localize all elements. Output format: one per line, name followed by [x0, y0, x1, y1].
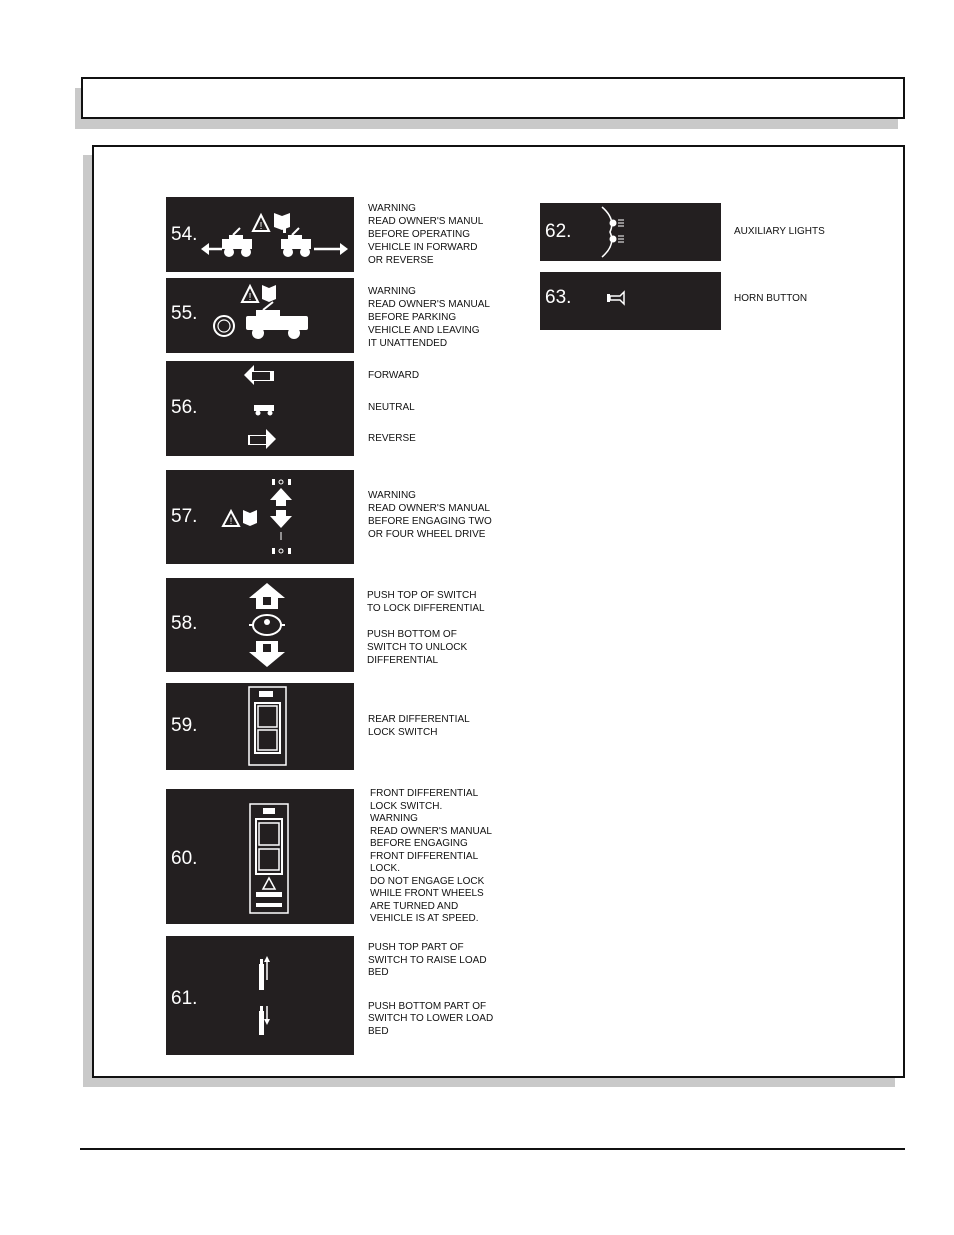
decal-63-description	[734, 292, 807, 305]
desc-line: VEHICLE IN FORWARD	[368, 242, 478, 253]
decal-58-description	[367, 589, 485, 667]
desc-line: WARNING	[370, 813, 418, 824]
decal-number: 55.	[171, 303, 198, 324]
drive-mode-icon	[166, 470, 354, 564]
desc-line: ARE TURNED AND	[370, 900, 459, 912]
manual-warning-forward-reverse-icon	[166, 197, 354, 272]
desc-line: LOCK SWITCH.	[370, 800, 443, 812]
desc-line: FRONT DIFFERENTIAL	[370, 850, 479, 862]
decal-59-description	[368, 713, 470, 739]
desc-line: IT UNATTENDED	[368, 338, 448, 349]
rear-diff-switch-icon	[166, 683, 354, 770]
neutral-label: NEUTRAL	[368, 402, 415, 413]
desc-line: SWITCH TO RAISE LOAD	[368, 954, 487, 966]
manual-warning-parking-icon	[166, 278, 354, 353]
decal-number: 56.	[171, 397, 198, 418]
desc-line: WARNING	[368, 203, 416, 214]
decal-number: 59.	[171, 715, 198, 736]
decal-number: 54.	[171, 224, 198, 245]
desc-line: WHILE FRONT WHEELS	[370, 888, 484, 899]
svg-text:!: !	[248, 292, 252, 303]
differential-lock-icon	[166, 578, 354, 672]
desc-line: OR REVERSE	[368, 255, 434, 266]
decal-56-description	[368, 369, 419, 445]
desc-line: SWITCH TO UNLOCK	[367, 642, 468, 653]
desc-line: FRONT DIFFERENTIAL	[370, 788, 479, 799]
svg-text:!: !	[229, 516, 233, 526]
horn-icon	[540, 272, 721, 330]
forward-label: FORWARD	[368, 370, 420, 381]
desc-line: BEFORE ENGAGING TWO	[368, 516, 492, 527]
decal-55-description	[368, 285, 490, 350]
desc-line: DIFFERENTIAL	[367, 655, 439, 666]
decal-62-description	[734, 225, 825, 238]
decal-57	[166, 470, 354, 564]
footer-rule	[80, 1148, 905, 1150]
desc-line: AUXILIARY LIGHTS	[734, 226, 825, 237]
decal-number: 60.	[171, 848, 198, 869]
desc-line: REAR DIFFERENTIAL	[368, 714, 470, 725]
decal-60-description	[370, 788, 492, 926]
decal-63	[540, 272, 721, 330]
desc-line: WARNING	[368, 490, 416, 501]
svg-text:!: !	[259, 221, 263, 232]
decal-62	[540, 203, 721, 261]
desc-line: BEFORE PARKING	[368, 312, 457, 323]
decal-60	[166, 789, 354, 924]
front-diff-switch-icon	[166, 789, 354, 924]
desc-line: READ OWNER'S MANUAL	[368, 299, 490, 310]
desc-line: LOCK SWITCH	[368, 727, 438, 738]
decal-54	[166, 197, 354, 272]
desc-line: PUSH BOTTOM OF	[367, 629, 457, 640]
desc-line: HORN BUTTON	[734, 293, 808, 304]
desc-line: TO LOCK DIFFERENTIAL	[367, 603, 485, 614]
desc-line: BED	[368, 1025, 389, 1037]
desc-line: PUSH TOP PART OF	[368, 942, 464, 953]
desc-line: PUSH BOTTOM PART OF	[368, 1000, 487, 1012]
desc-line: LOCK.	[370, 863, 401, 874]
desc-line: VEHICLE AND LEAVING	[368, 325, 480, 336]
desc-line: BEFORE OPERATING	[368, 229, 471, 240]
desc-line: READ OWNER'S MANUL	[368, 216, 484, 227]
auxiliary-lights-icon	[540, 203, 721, 261]
desc-line: DO NOT ENGAGE LOCK	[370, 875, 485, 887]
decal-55	[166, 278, 354, 353]
decal-61	[166, 936, 354, 1055]
desc-line: BEFORE ENGAGING	[370, 838, 468, 849]
desc-line: PUSH TOP OF SWITCH	[367, 590, 477, 601]
desc-line: READ OWNER'S MANUAL	[368, 503, 490, 514]
decal-number: 61.	[171, 988, 198, 1009]
decal-54-description	[368, 202, 483, 267]
desc-line: OR FOUR WHEEL DRIVE	[368, 529, 486, 540]
reverse-label: REVERSE	[368, 433, 416, 444]
decal-57-description	[368, 489, 492, 541]
direction-selector-icon	[166, 361, 354, 456]
load-bed-icon	[166, 936, 354, 1055]
decal-56	[166, 361, 354, 456]
decal-59	[166, 683, 354, 770]
desc-line: READ OWNER'S MANUAL	[370, 825, 492, 837]
desc-line: WARNING	[368, 286, 416, 297]
header-box	[81, 77, 905, 119]
desc-line: VEHICLE IS AT SPEED.	[370, 913, 479, 924]
desc-line: BED	[368, 967, 389, 978]
decal-number: 57.	[171, 506, 198, 527]
decal-number: 62.	[545, 221, 572, 242]
decal-number: 58.	[171, 613, 198, 634]
decal-61-description	[368, 942, 493, 1038]
decal-number: 63.	[545, 287, 572, 308]
desc-line: SWITCH TO LOWER LOAD	[368, 1013, 494, 1024]
decal-58	[166, 578, 354, 672]
